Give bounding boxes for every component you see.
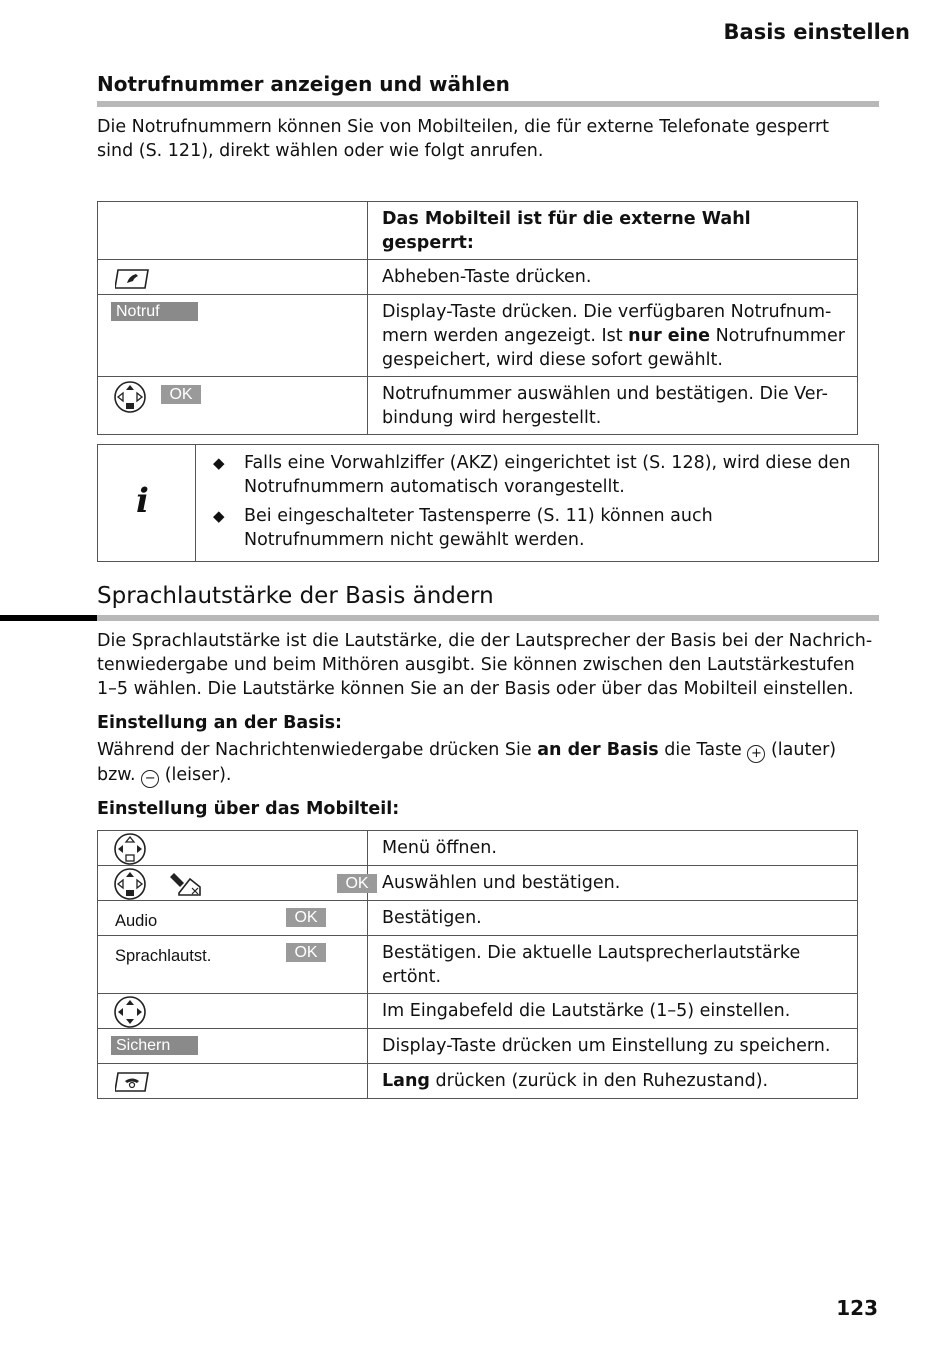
intro-line: Die Notrufnummern können Sie von Mobilteilen, die für externe Telefonate gesperrt — [97, 117, 830, 137]
control-key-icon — [113, 995, 147, 1029]
section2-intro: Die Sprachlautstärke ist die Lautstärke, die der Lautsprecher der Basis bei der Nachrich- tenwiedergabe und beim Mithören ausgibt. Sie können zwischen den Lautstärkestufen 1–5 wählen. Die Lautstärke können Sie an der Basis oder über das Mobilteil einstellen. — [97, 631, 873, 699]
bullet-icon: ◆ — [213, 454, 225, 472]
ok-key: OK — [286, 943, 326, 962]
display-key-sichern: Sichern — [111, 1036, 201, 1055]
info-bullet: Bei eingeschalteter Tastensperre (S. 11) können auch Notrufnummern nicht gewählt werden. — [244, 506, 713, 550]
table-row — [98, 831, 858, 866]
step-text: Auswählen und bestätigen. — [368, 866, 858, 901]
plus-key-icon: + — [747, 745, 765, 763]
ok-key: OK — [161, 385, 201, 404]
basis-instructions: Während der Nachrichtenwiedergabe drücken Sie an der Basis die Taste + (lauter) bzw. − (leiser). — [97, 740, 837, 786]
intro-line: sind (S. 121), direkt wählen oder wie folgt anrufen. — [97, 141, 544, 161]
section-rule — [97, 101, 879, 107]
subheading-basis: Einstellung an der Basis: — [97, 713, 343, 733]
page-header-title: Basis einstellen — [723, 20, 910, 44]
step-text: Bestätigen. Die aktuelle Lautsprecherlautstärke ertönt. — [368, 936, 858, 994]
step-text: Lang drücken (zurück in den Ruhezustand). — [368, 1064, 858, 1099]
step-text: Bestätigen. — [368, 901, 858, 936]
menu-item-audio: Audio — [115, 912, 158, 930]
table-row — [98, 260, 858, 295]
table-row — [98, 1064, 858, 1099]
display-key-notruf: Notruf — [111, 302, 201, 321]
table-row — [98, 936, 858, 994]
info-bullet: Falls eine Vorwahlziffer (AKZ) eingerichtet ist (S. 128), wird diese den Notrufnummern automatisch vorangestellt. — [244, 453, 851, 497]
menu-item-sprachlautst: Sprachlautst. — [115, 947, 212, 965]
table-row — [98, 1029, 858, 1064]
subheading-mobilteil: Einstellung über das Mobilteil: — [97, 799, 400, 819]
control-key-icon — [113, 380, 147, 414]
table-row — [98, 901, 858, 936]
ok-key: OK — [337, 874, 377, 893]
section-title-notruf: Notrufnummer anzeigen und wählen — [97, 72, 510, 96]
table-row — [98, 202, 858, 260]
section-title-sprachlautstaerke: Sprachlautstärke der Basis ändern — [97, 583, 494, 609]
table-row — [98, 295, 858, 377]
info-icon: i — [136, 481, 149, 521]
ok-key: OK — [286, 908, 326, 927]
section1-intro — [97, 115, 887, 163]
section-rule — [97, 615, 879, 621]
step-text: Display-Taste drücken um Einstellung zu speichern. — [368, 1029, 858, 1064]
control-key-icon — [113, 832, 147, 866]
info-box — [97, 444, 879, 562]
notruf-steps-table — [97, 201, 858, 435]
table-row — [98, 994, 858, 1029]
page-number: 123 — [836, 1296, 878, 1320]
step-text: Abheben-Taste drücken. — [368, 260, 858, 295]
control-key-icon — [113, 867, 147, 901]
table-row — [98, 866, 858, 901]
settings-base-icon — [170, 869, 204, 897]
step-text: Display-Taste drücken. Die verfügbaren Notrufnum- mern werden angezeigt. Ist nur eine Notrufnummer gespeichert, wird diese sofort gewählt. — [368, 295, 858, 377]
call-key-icon — [115, 267, 151, 291]
section-marker-bar — [0, 615, 97, 621]
end-call-key-icon — [115, 1070, 151, 1094]
table-row — [98, 377, 858, 435]
step-text: Im Eingabefeld die Lautstärke (1–5) einstellen. — [368, 994, 858, 1029]
step-text: Notrufnummer auswählen und bestätigen. Die Ver- bindung wird hergestellt. — [368, 377, 858, 435]
minus-key-icon: − — [141, 770, 159, 788]
mobilteil-steps-table — [97, 830, 858, 1099]
step-text: Menü öffnen. — [368, 831, 858, 866]
table-header-cell: Das Mobilteil ist für die externe Wahl gesperrt: — [368, 202, 858, 260]
bullet-icon: ◆ — [213, 507, 225, 525]
